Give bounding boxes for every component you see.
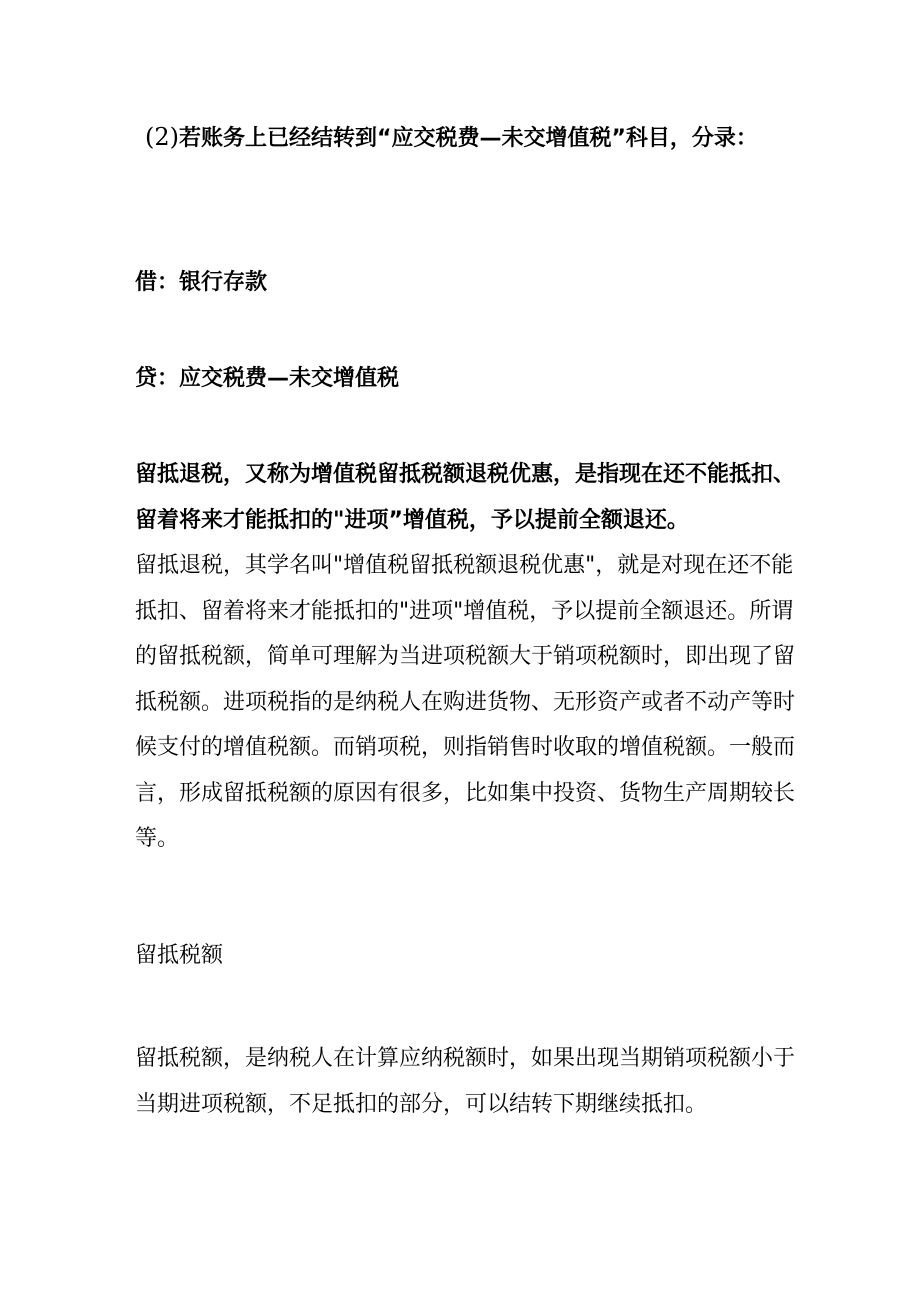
section-body-paragraph: 留抵税额，是纳税人在计算应纳税额时，如果出现当期销项税额小于当期进项税额，不足抵扣的部分，可以结转下期继续抵扣。 bbox=[135, 1046, 796, 1117]
explanation-paragraph: 留抵退税，其学名叫"增值税留抵税额退税优惠"，就是对现在还不能抵扣、留着将来才能抵扣的"进项"增值税，予以提前全额退还。所谓的留抵税额，简单可理解为当进项税额大于销项税额时，即出现了留抵税额。进项税指的是纳税人在购进货物、无形资产或者不动产等时候支付的增值税额。而销项税，则指销售时收取的增值税额。一般而言，形成留抵税额的原因有很多，比如集中投资、货物生产周期较长等。 bbox=[135, 553, 796, 851]
entry-paragraph bbox=[135, 114, 815, 162]
definition-paragraph: 留抵退税，又称为增值税留抵税额退税优惠，是指现在还不能抵扣、留着将来才能抵扣的"进项”增值税，予以提前全额退还。 bbox=[135, 462, 796, 533]
credit-line: 贷：应交税费—未交增值税 bbox=[135, 366, 400, 391]
entry-text: 若账务上已经结转到“应交税费—未交增值税”科目，分录： bbox=[179, 126, 758, 151]
entry-number: (2) bbox=[145, 123, 179, 151]
section-heading: 留抵税额 bbox=[135, 943, 224, 968]
debit-line: 借：银行存款 bbox=[135, 270, 268, 295]
